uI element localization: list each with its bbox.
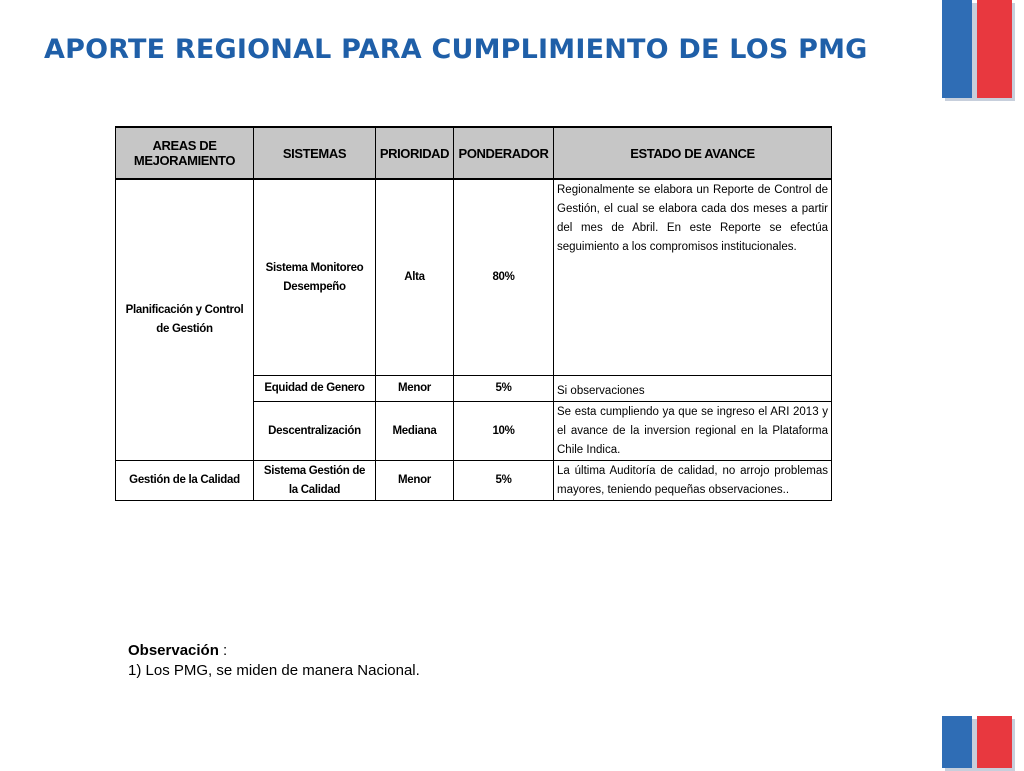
sistema-cell: Descentralización <box>254 402 376 461</box>
page-title: APORTE REGIONAL PARA CUMPLIMIENTO DE LOS PMG <box>44 34 868 65</box>
ponderador-cell: 10% <box>454 402 554 461</box>
observation-text: 1) Los PMG, se miden de manera Nacional. <box>128 662 420 679</box>
sistema-cell: Sistema Gestión de la Calidad <box>254 461 376 501</box>
area-cell: Gestión de la Calidad <box>116 461 254 501</box>
header-areas: AREAS DE MEJORAMIENTO <box>116 127 254 179</box>
estado-text: Regionalmente se elabora un Reporte de Control de Gestión, el cual se elabora cada dos meses a partir del mes de Abril. En este Reporte se efectúa seguimiento a los compromisos institucionales. <box>557 184 828 253</box>
sistema-cell: Equidad de Genero <box>254 376 376 402</box>
observation-note <box>128 641 420 681</box>
flag-decoration-top <box>942 0 1016 98</box>
observation-heading <box>128 641 420 661</box>
table-row <box>116 179 832 376</box>
table-row <box>116 461 832 501</box>
estado-text: Se esta cumpliendo ya que se ingreso el ARI 2013 y el avance de la inversion regional en la Plataforma Chile Indica. <box>557 406 828 456</box>
ponderador-cell: 5% <box>454 461 554 501</box>
header-sistemas: SISTEMAS <box>254 127 376 179</box>
table-header-row <box>116 127 832 179</box>
pmg-table <box>115 126 832 501</box>
estado-cell <box>554 402 832 461</box>
ponderador-cell: 5% <box>454 376 554 402</box>
ponderador-cell: 80% <box>454 179 554 376</box>
estado-cell <box>554 179 832 376</box>
estado-cell <box>554 461 832 501</box>
sistema-cell: Sistema Monitoreo Desempeño <box>254 179 376 376</box>
observation-separator: : <box>218 642 228 659</box>
prioridad-cell: Alta <box>376 179 454 376</box>
estado-cell <box>554 376 832 402</box>
header-estado: ESTADO DE AVANCE <box>554 127 832 179</box>
prioridad-cell: Menor <box>376 376 454 402</box>
header-ponderador: PONDERADOR <box>454 127 554 179</box>
flag-decoration-bottom <box>942 716 1016 768</box>
observation-label: Observación <box>128 642 219 659</box>
prioridad-cell: Mediana <box>376 402 454 461</box>
estado-text: La última Auditoría de calidad, no arrojo problemas mayores, teniendo pequeñas observaciones.. <box>557 465 828 496</box>
prioridad-cell: Menor <box>376 461 454 501</box>
header-prioridad: PRIORIDAD <box>376 127 454 179</box>
area-cell: Planificación y Control de Gestión <box>116 179 254 461</box>
estado-text: Si observaciones <box>557 385 645 397</box>
